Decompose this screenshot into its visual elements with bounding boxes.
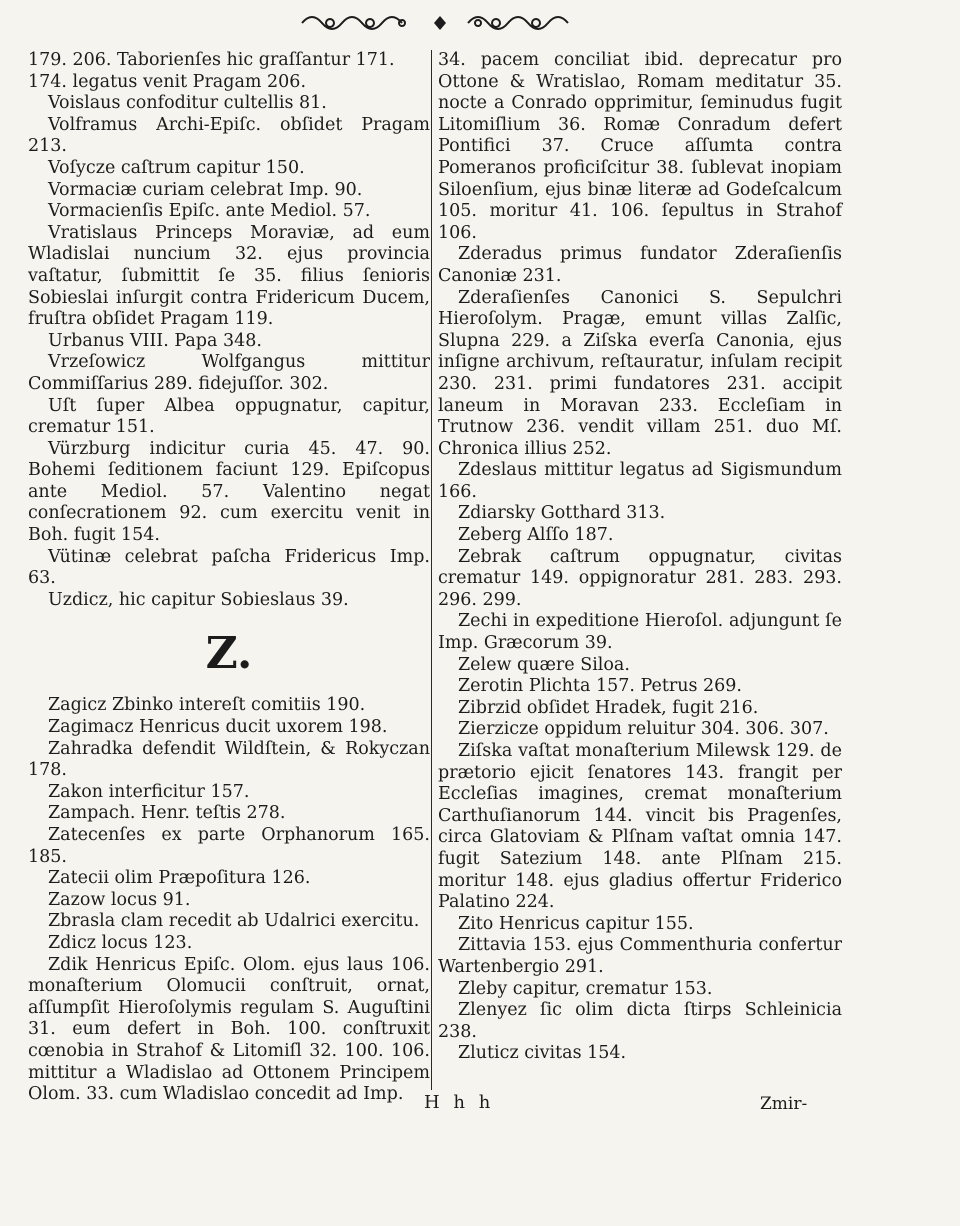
catchword: Zmir- bbox=[760, 1094, 808, 1114]
index-entry: Zito Henricus capitur 155. bbox=[458, 913, 694, 934]
index-entry: Zierzicze oppidum reluitur 304. 306. 307. bbox=[458, 719, 829, 740]
index-entry: Zittavia 153. ejus Commenthuria confertur Wartenbergio 291. bbox=[438, 935, 842, 977]
index-entry: 34. pacem conciliat ibid. deprecatur pro Ottone & Wratislao, Romam meditatur 35. nocte a Conrado opprimitur, ſeminudus fugit Litomiſlium 36. Romæ Conradum defert Pontifici 37. Cruce aſſumta contra Pomeranos proficiſcitur 38. ſublevat inopiam Siloenſium, ejus binæ literæ ad Godeſcalcum 105. moritur 41. 106. ſepultus in Strahof 106. bbox=[438, 50, 842, 243]
right-column bbox=[438, 50, 842, 1065]
index-entry: Urbanus VIII. Papa 348. bbox=[48, 330, 262, 351]
index-entry: Zagicz Zbinko intereſt comitiis 190. bbox=[48, 695, 366, 716]
index-entry: Vormaciæ curiam celebrat Imp. 90. bbox=[48, 179, 363, 200]
left-column bbox=[28, 50, 430, 1106]
index-entry: Voislaus confoditur cultellis 81. bbox=[48, 93, 327, 114]
index-entry: 174. legatus venit Pragam 206. bbox=[28, 71, 307, 92]
index-entry: Zazow locus 91. bbox=[48, 889, 191, 910]
index-entry: 179. 206. Taborienſes hic graſſantur 171. bbox=[28, 50, 395, 70]
ornament-scroll-icon bbox=[290, 8, 590, 38]
index-entry: Zakon interficitur 157. bbox=[48, 781, 250, 802]
index-entry: Vormacienſis Epiſc. ante Mediol. 57. bbox=[48, 201, 371, 222]
section-letter: Z. bbox=[205, 628, 253, 680]
signature-mark: H h h bbox=[424, 1092, 495, 1113]
index-entry: Zdik Henricus Epiſc. Olom. ejus laus 106. monaſterium Olomucii conſtruit, ornat, aſſumpſit Hieroſolymis regulam S. Auguſtini 31. eum defert in Boh. 100. conſtruxit cœnobia in Strahof & Litomiſl 32. 100. 106. mittitur a Wladislao ad Ottonem Principem Olom. 33. cum Wladislao concedit ad Imp. bbox=[28, 954, 430, 1105]
index-entry: Voſycze caſtrum capitur 150. bbox=[48, 157, 305, 178]
column-divider bbox=[431, 50, 432, 1090]
index-entry: Zibrzid obſidet Hradek, fugit 216. bbox=[458, 697, 759, 718]
index-entry: Zbrasla clam recedit ab Udalrici exercitu. bbox=[48, 911, 420, 932]
index-entry: Zampach. Henr. teſtis 278. bbox=[48, 803, 286, 824]
index-entry: Zeberg Alſſo 187. bbox=[458, 525, 614, 546]
index-entry: Zderaſienſes Canonici S. Sepulchri Hieroſolym. Pragæ, emunt villas Zalſic, Slupna 229. a Ziſska everſa Canonia, ejus inſigne archivum, reſtauratur, inſulam recipit 230. 231. primi fundatores 231. accipit laneum in Moravan 233. Eccleſiam in Trutnow 236. vendit villam 251. duo Mſ. Chronica illius 252. bbox=[438, 287, 842, 459]
index-entry: Zlenyez ſic olim dicta ſtirps Schleinicia 238. bbox=[438, 1000, 842, 1042]
index-entry: Vratislaus Princeps Moraviæ, ad eum Wladislai nuncium 32. ejus provincia vaſtatur, ſubmittit ſe 35. filius ſenioris Sobieslai inſurgit contra Fridericum Ducem, fruſtra obſidet Pragam 119. bbox=[28, 222, 430, 330]
index-entry: Zluticz civitas 154. bbox=[458, 1043, 627, 1064]
index-entry: Zerotin Plichta 157. Petrus 269. bbox=[458, 676, 742, 697]
index-entry: Zdiarsky Gotthard 313. bbox=[458, 503, 666, 524]
index-entry: Zahradka defendit Wildſtein, & Rokyczan 178. bbox=[28, 738, 430, 781]
index-entry: Zatecii olim Præpoſitura 126. bbox=[48, 868, 311, 889]
index-entry: Zdicz locus 123. bbox=[48, 932, 193, 953]
index-entry: Zleby capitur, crematur 153. bbox=[458, 978, 713, 999]
index-entry: Vrzeſowicz Wolfgangus mittitur Commiſſarius 289. fidejuſſor. 302. bbox=[28, 352, 430, 394]
index-entry: Volframus Archi-Epiſc. obſidet Pragam 213. bbox=[28, 114, 430, 157]
index-entry: Zebrak caſtrum oppugnatur, civitas crematur 149. oppignoratur 281. 283. 293. 296. 299. bbox=[438, 546, 842, 610]
index-entry: Vütinæ celebrat paſcha Fridericus Imp. 63. bbox=[28, 546, 430, 589]
header-ornament bbox=[290, 8, 590, 38]
index-entry: Uſt ſuper Albea oppugnatur, capitur, crematur 151. bbox=[28, 395, 430, 438]
index-entry: Zderadus primus fundator Zderaſienſis Canoniæ 231. bbox=[438, 244, 842, 286]
index-entry: Uzdicz, hic capitur Sobieslaus 39. bbox=[48, 589, 349, 610]
index-entry: Zatecenſes ex parte Orphanorum 165. 185. bbox=[28, 825, 430, 867]
index-entry: Zelew quære Siloa. bbox=[458, 654, 630, 675]
index-entry: Vürzburg indicitur curia 45. 47. 90. Bohemi ſeditionem faciunt 129. Epiſcopus ante Mediol. 57. Valentino negat conſecrationem 92. cum exercitu venit in Boh. fugit 154. bbox=[28, 438, 430, 546]
index-entry: Zechi in expeditione Hieroſol. adjungunt ſe Imp. Græcorum 39. bbox=[438, 611, 842, 654]
index-entry: Zagimacz Henricus ducit uxorem 198. bbox=[48, 717, 388, 738]
index-entry: Zdeslaus mittitur legatus ad Sigismundum 166. bbox=[438, 460, 842, 502]
index-entry: Ziſska vaſtat monaſterium Milewsk 129. de prætorio ejicit ſenatores 143. frangit per Eccleſias imagines, cremat monaſterium Carthuſianorum 144. vincit bis Pragenſes, circa Glatoviam & Plſnam vaſtat omnia 147. fugit Satezium 148. ante Plſnam 215. moritur 148. ejus gladius offertur Friderico Palatino 224. bbox=[438, 741, 842, 913]
